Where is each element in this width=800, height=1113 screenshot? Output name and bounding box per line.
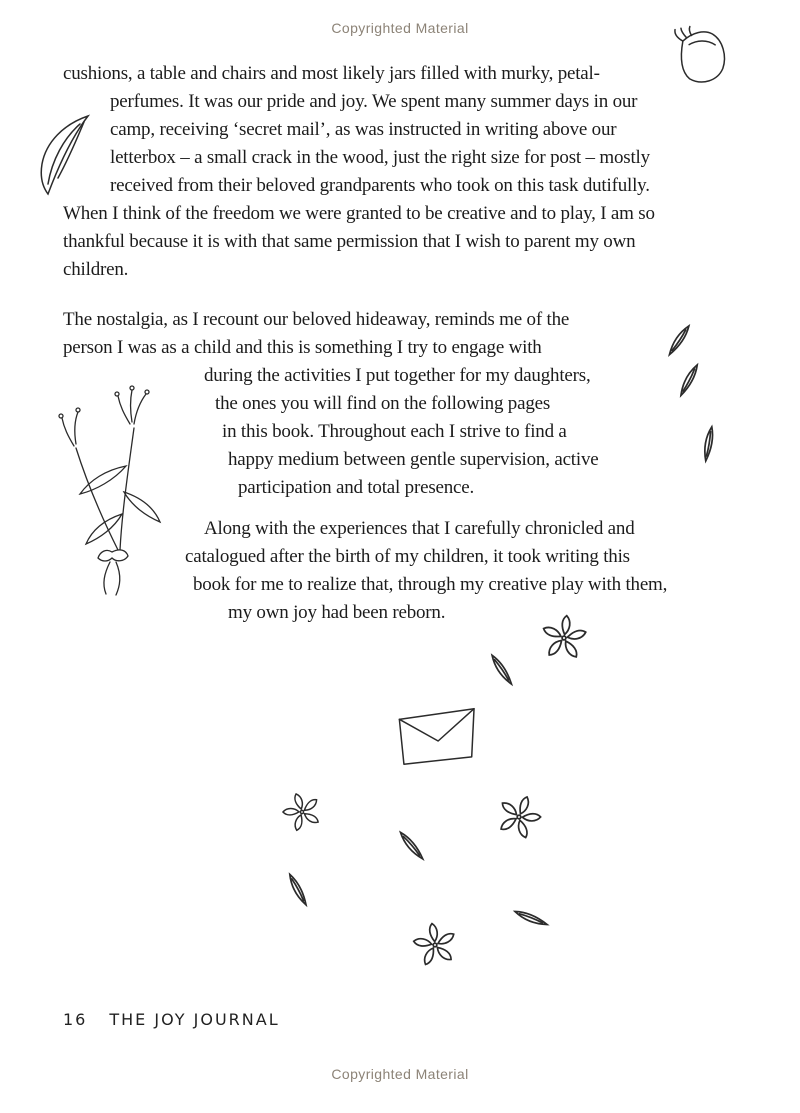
- text-line: When I think of the freedom we were granted to be creative and to play, I am so: [63, 203, 655, 224]
- envelope-illustration: [397, 707, 479, 768]
- book-title: THE JOY JOURNAL: [109, 1010, 280, 1029]
- text-line: during the activities I put together for my daughters,: [204, 365, 591, 386]
- text-line: children.: [63, 259, 129, 280]
- text-line: Along with the experiences that I carefully chronicled and: [204, 518, 635, 539]
- text-line: letterbox – a small crack in the wood, just the right size for post – mostly: [110, 147, 650, 168]
- text-line: happy medium between gentle supervision, active: [228, 449, 599, 470]
- falling-petal-icon: [391, 825, 434, 870]
- falling-petal-icon: [279, 868, 317, 914]
- blossom-icon: [408, 918, 462, 972]
- text-line: thankful because it is with that same permission that I wish to parent my own: [63, 231, 636, 252]
- blossom-icon: [275, 785, 329, 839]
- text-line: received from their beloved grandparents who took on this task dutifully.: [110, 175, 650, 196]
- falling-petal-icon: [509, 902, 555, 935]
- copyright-notice-bottom: Copyrighted Material: [331, 1066, 469, 1082]
- text-line: perfumes. It was our pride and joy. We spent many summer days in our: [110, 91, 638, 112]
- copyright-notice-top: Copyrighted Material: [331, 20, 469, 36]
- paragraph-camp-memory: [63, 60, 743, 284]
- paragraph-nostalgia: [63, 306, 743, 502]
- blossom-icon: [486, 784, 552, 850]
- page-number: 16: [63, 1010, 88, 1029]
- page-footer: [63, 1010, 280, 1029]
- text-line: participation and total presence.: [238, 477, 475, 498]
- page-body-text: [63, 60, 743, 627]
- paragraph-joy-reborn: [63, 515, 743, 627]
- text-line: person I was as a child and this is something I try to engage with: [63, 337, 542, 358]
- text-line: cushions, a table and chairs and most likely jars filled with murky, petal-: [63, 63, 600, 84]
- text-line: my own joy had been reborn.: [228, 602, 446, 623]
- text-line: the ones you will find on the following pages: [215, 393, 551, 414]
- falling-petal-icon: [482, 648, 523, 694]
- text-line: book for me to realize that, through my creative play with them,: [193, 574, 668, 595]
- text-line: in this book. Throughout each I strive to find a: [222, 421, 567, 442]
- text-line: camp, receiving ‘secret mail’, as was instructed in writing above our: [110, 119, 617, 140]
- text-line: catalogued after the birth of my children, it took writing this: [185, 546, 630, 567]
- text-line: The nostalgia, as I recount our beloved hideaway, reminds me of the: [63, 309, 570, 330]
